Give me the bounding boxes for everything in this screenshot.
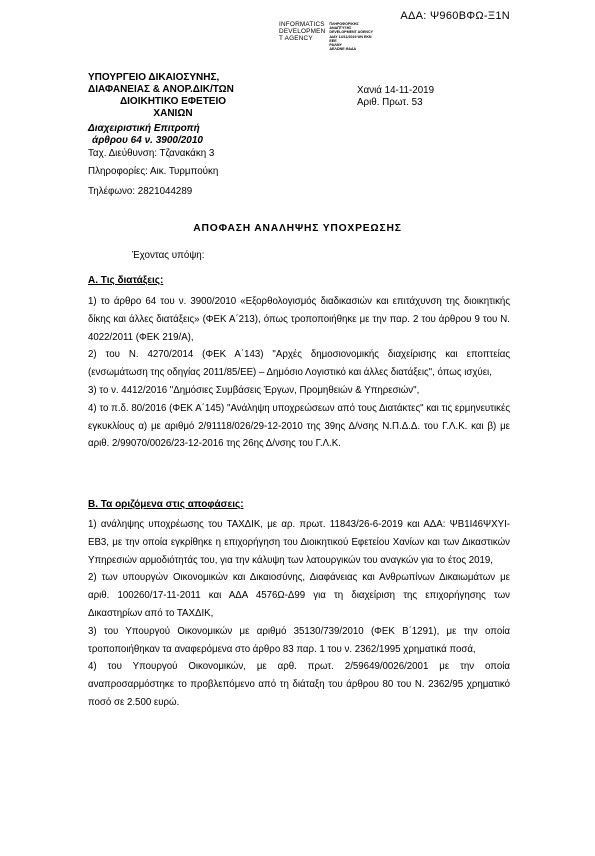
logo-greek-line: ΑΝΑΠΤΥΞΗΣ: [329, 26, 352, 31]
address-line: Ταχ. Διεύθυνση: Τζανακάκη 3: [88, 148, 215, 159]
ada-code: ΑΔΑ: Ψ960ΒΦΩ-Ξ1Ν: [400, 10, 510, 22]
committee-name: [88, 123, 203, 146]
section-a-heading: Α. Τις διατάξεις:: [88, 275, 164, 286]
court-line: ΧΑΝΙΩΝ: [153, 107, 193, 119]
logo-line: INFORMATICS: [279, 21, 325, 28]
section-b-heading: Β. Τα οριζόμενα στις αποφάσεις:: [88, 499, 244, 510]
logo-text: [279, 21, 325, 51]
ministry-line: ΔΙΑΦΑΝΕΙΑΣ & ΑΝΟΡ.ΔΙΚ/ΤΩΝ: [88, 83, 234, 95]
logo-line: T AGENCY: [279, 35, 313, 43]
court-name: [88, 96, 258, 119]
section-a-list: [88, 293, 510, 453]
ministry-line: ΥΠΟΥΡΓΕΙΟ ΔΙΚΑΙΟΣΥΝΗΣ,: [88, 72, 220, 83]
logo-greek-line: ΔΙΑΥ 14/11/2019 ΨΝ ΕΚΝ: [329, 34, 372, 39]
logo-line: DEVELOPMEN: [279, 28, 326, 36]
info-line: Πληροφορίες: Αικ. Τυρμπούκη: [88, 166, 219, 177]
phone-line: Τηλέφωνο: 2821044289: [88, 186, 193, 197]
committee-line: Διαχειριστική Επιτροπή: [88, 123, 200, 134]
list-item: 3) το ν. 4412/2016 "Δημόσιες Συμβάσεις Έργων, Προμηθειών & Υπηρεσιών",: [88, 384, 420, 396]
list-item: 2) του Ν. 4270/2014 (ΦΕΚ Α΄143) "Αρχές δημοσιονομικής διαχείρισης και εποπτείας (ενσωμάτωση της οδηγίας 2011/85/ΕΕ) – Δημόσιο Λογιστικό και άλλες διατάξεις", όπως ισχύει,: [88, 349, 510, 379]
court-line: ΔΙΟΙΚΗΤΙΚΟ ΕΦΕΤΕΙΟ: [119, 96, 227, 107]
list-item: 4) του Υπουργού Οικονομικών, με αρθ. πρωτ. 2/59649/0026/2001 με την οποία αναπροσαρμόστηκε το προβλεπόμενο από τη διάταξη του άρθρου 80 του Ν. 2362/95 χρηματικό ποσό σε 2.500 ευρώ.: [88, 661, 510, 708]
logo-greek-line: ΠΛΗΡΟΦΟΡΙΚΗΣ: [329, 22, 359, 26]
list-item: 4) το π.δ. 80/2016 (ΦΕΚ Α΄145) "Ανάληψη υποχρεώσεων από τους Διατάκτες" και τις ερμηνευτικές εγκυκλίους α) με αριθμό 2/91118/026/29-12-2010 της 39ης Δ/νσης Ν.Π.Δ.Δ. του Γ.Λ.Κ. και β) με αριθ. 2/99070/0026/23-12-2016 της 26ης Δ/νσης του Γ.Λ.Κ.: [88, 402, 510, 450]
logo-greek-text: [329, 22, 373, 51]
list-item: 1) το άρθρο 64 του ν. 3900/2010 «Εξορθολογισμός διαδικασιών και επιτάχυνση της διοικητικής δίκης και άλλες διατάξεις» (ΦΕΚ Α΄213), όπως τροποποιήθηκε με την παρ. 2 του άρθρου 9 του Ν. 4022/2011 (ΦΕΚ 219/Α),: [88, 296, 510, 343]
ida-logo: [279, 21, 373, 51]
list-item: 2) των υπουργών Οικονομικών και Δικαιοσύνης, Διαφάνειας και Ανθρωπίνων Δικαιωμάτων με αριθ. 100260/17-11-2011 και ΑΔΑ 4576Ω-Δ99 για τη διαχείριση της επιχορήγησης των Δικαστηρίων από το ΤΑΧΔΙΚ,: [88, 572, 510, 619]
logo-greek-line: ΔΕΛΩΝΕ ΘΑΔΑ: [329, 47, 357, 52]
logo-greek-line: DEVELOPMENT AGENCY: [329, 30, 374, 35]
intro-text: Έχοντας υπόψη:: [132, 250, 205, 261]
document-date: Χανιά 14-11-2019: [357, 85, 435, 96]
ministry-name: [88, 72, 234, 95]
section-b-list: [88, 516, 510, 712]
logo-greek-line: ΕΕΕ: [329, 38, 337, 43]
committee-line: άρθρου 64 ν. 3900/2010: [92, 134, 203, 146]
list-item: 3) του Υπουργού Οικονομικών με αριθμό 35130/739/2010 (ΦΕΚ Β΄1291), με την οποία τροποποιήθηκαν τα αναφερόμενα στο άρθρο 83 παρ. 1 του ν. 2362/1995 χρηματικά ποσά,: [88, 625, 510, 655]
list-item: 1) ανάληψης υποχρέωσης του ΤΑΧΔΙΚ, με αρ. πρωτ. 11843/26-6-2019 και ΑΔΑ: ΨΒ1Ι46ΨΧΥΙ-ΕΒ3, με την οποία εγκρίθηκε η επιχορήγηση του Διοικητικού Εφετείου Χανίων και των Δικαστικών Υπηρεσιών αρμοδιότητάς του, για την κάλυψη των λατουργικών του αναγκών για το έτος 2019,: [88, 519, 510, 566]
protocol-number: Αριθ. Πρωτ. 53: [357, 97, 423, 108]
logo-greek-line: ΡΑΛΜΥ: [329, 43, 342, 48]
document-title: ΑΠΟΦΑΣΗ ΑΝΑΛΗΨΗΣ ΥΠΟΧΡΕΩΣΗΣ: [193, 223, 402, 234]
